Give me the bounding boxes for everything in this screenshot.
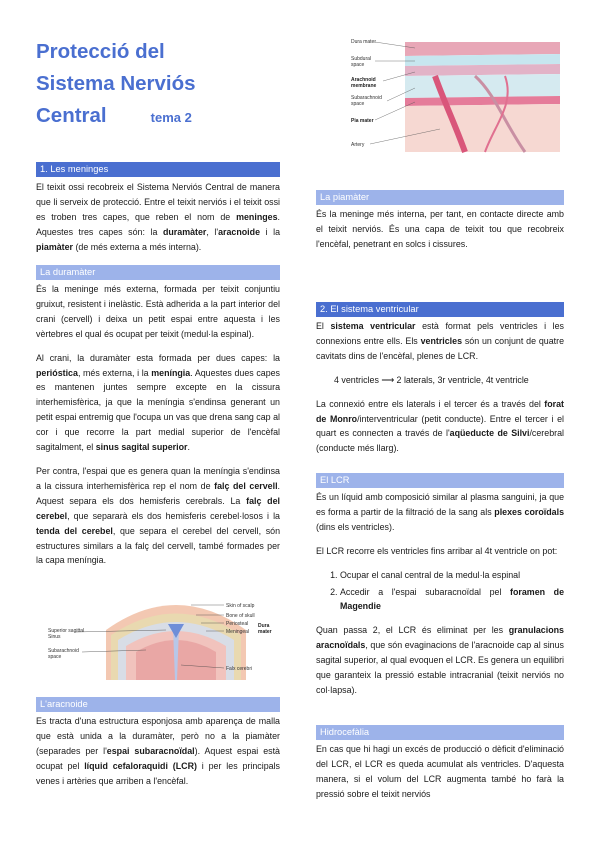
title-subtitle: tema 2 xyxy=(150,110,192,125)
label-subdural: Subdural xyxy=(351,56,372,62)
label-meningeal: Meningeal xyxy=(226,629,250,635)
label-periosteal: Periosteal xyxy=(226,621,249,627)
title-line-3: Central xyxy=(36,104,107,127)
section-header-piamater: La piamàter xyxy=(316,190,564,205)
duramater-text: És la meninge més externa, formada per teixit conjuntiu gruixut, resistent i inelàstic. Està adherida a la part interior del crani (cervell) i deixa un petit espai entre aquesta i les vèrtebres el qual és ocupat per teixit (medul·la espinal). Al crani, la duramàter esta formada per dues capes: la perióstica, més externa, i la meníngia. Aquestes dues capes es mantenen juntes sempre excepte en la cissura interhemisfèrica, ja que la meníngia s'endinsa generant un petit espai entremig que l'ocupa un vas que drena sang cap al cor i que recorre la part medial superior de l'encèfal sagitalment, el sinus sagital superior. Per contra, l'espai que es genera quan la meníngia s'endinsa a la cissura interhemisfèrica rep el nom de falç del cervell. Aquest separa els dos hemisferis cerebrals. La falç del cerebel, que separarà els dos hemisferis cerebel·losos i la tenda del cerebel, que separa el cerebel del cervell, són estructures similars a la falç del cervell, també formades per la capa meníngia. xyxy=(36,284,281,566)
lcr-list xyxy=(316,568,564,615)
hidrocefalia-text: En cas que hi hagi un excés de producció o dèficit d'eliminació del LCR, el LCR es queda acumulat als ventricles. D'aquesta manera, si el volum del LCR augmenta també ho farà la pressió sobre el teixit nerviós xyxy=(316,744,564,799)
meninges-text: El teixit ossi recobreix el Sistema Nerviós Central de manera que li serveix de protecció. Entre el teixit nerviós i el teixit ossi es troben tres capes, que reben el nom de meninges. Aquestes tres capes són: la duramàter, l'aracnoide i la piamàter (de més externa a més interna). xyxy=(36,182,281,252)
aracnoide-text: Es tracta d'una estructura esponjosa amb aparença de malla que està unida a la duramàter, però no a la piamàter (separades per l'espai subaracnoïdal). Aquest espai està ocupat pel líquid cefaloraquidi (LCR) i per les principals venes i artèries que arriben a l'encèfal. xyxy=(36,716,280,786)
lcr-text: És un líquid amb composició similar al plasma sanguini, ja que es forma a partir de la filtració de la sang als plexes coroïdals (dins els ventricles). El LCR recorre els ventricles fins arribar al 4t ventricle on pot: 1. Ocupar el canal central de la medul·la espinal 2. Accedir a l'espai subaracnoïdal pel foramen de Magendie Quan passa 2, el LCR és eliminat per les granulacions aracnoïdals, que són evaginacions de l'aracnoide cap al sinus sagital superior, al qual evoquen el LCR. Es genera un equilibri que garanteix la pressió estable intracranial (teixit nerviós no col·lapsa). xyxy=(316,490,564,707)
label-pia-mater: Pia mater xyxy=(351,118,374,124)
label-subarachnoid: Subarachnoid xyxy=(351,95,382,101)
section-header-hidrocefalia: Hidrocefàlia xyxy=(316,725,564,740)
label-skin: Skin of scalp xyxy=(226,603,255,609)
section-header-meninges: 1. Les meninges xyxy=(36,162,280,177)
list-item: 1. Ocupar el canal central de la medul·la espinal xyxy=(340,568,564,583)
page-title xyxy=(36,36,276,134)
label-subarachnoid: Subarachnoid xyxy=(48,648,79,654)
label-space: space xyxy=(48,654,62,660)
label-superior-sagittal: Superior sagittal xyxy=(48,628,85,634)
piamater-text: És la meninge més interna, per tant, en contacte directe amb el teixit nerviós. És una capa de teixit tou que recobreix l'encèfal, penetrant en solcs i cissures. xyxy=(316,209,564,249)
section-header-aracnoide: L'aracnoide xyxy=(36,697,280,712)
title-line-2: Sistema Nerviós xyxy=(36,72,196,95)
label-bone: Bone of skull xyxy=(226,613,255,619)
section-header-lcr: El LCR xyxy=(316,473,564,488)
label-dura: Dura xyxy=(258,623,270,629)
label-arachnoid-2: membrane xyxy=(351,83,377,89)
ventricles-formula: 4 ventricles ⟶ 2 laterals, 3r ventricle, 4t ventricle xyxy=(334,374,529,385)
label-sinus: Sinus xyxy=(48,634,61,640)
label-falx: Falx cerebri xyxy=(226,666,253,672)
dura-mater-figure xyxy=(46,590,276,682)
section-header-duramater: La duramàter xyxy=(36,265,280,280)
label-arachnoid: Arachnoid xyxy=(351,77,376,83)
label-mater: mater xyxy=(258,629,272,635)
title-line-1: Protecció del xyxy=(36,40,165,63)
label-artery: Artery xyxy=(351,142,365,148)
section-header-ventricular: 2. El sistema ventricular xyxy=(316,302,564,317)
label-subarachnoid-2: space xyxy=(351,101,365,107)
label-dura-mater: Dura mater xyxy=(351,39,377,45)
label-subdural-2: space xyxy=(351,62,365,68)
list-item: 2. Accedir a l'espai subaracnoïdal pel foramen de Magendie xyxy=(340,585,564,615)
meninges-figure xyxy=(345,34,565,156)
ventricular-text: El sistema ventricular està format pels ventricles i les connexions entre ells. Els ventricles són un conjunt de quatre cavitats dins de l'encèfal, plenes de LCR. 4 ventricles ⟶ 2 laterals, 3r ventricle, 4t ventricle La connexió entre els laterals i el tercer és a través del forat de Monro/interventricular (petit conducte). Entre el tercer i el quart es connecten a través de l'aqüeducte de Silvi/cerebral (conducte més llarg). xyxy=(316,321,565,454)
